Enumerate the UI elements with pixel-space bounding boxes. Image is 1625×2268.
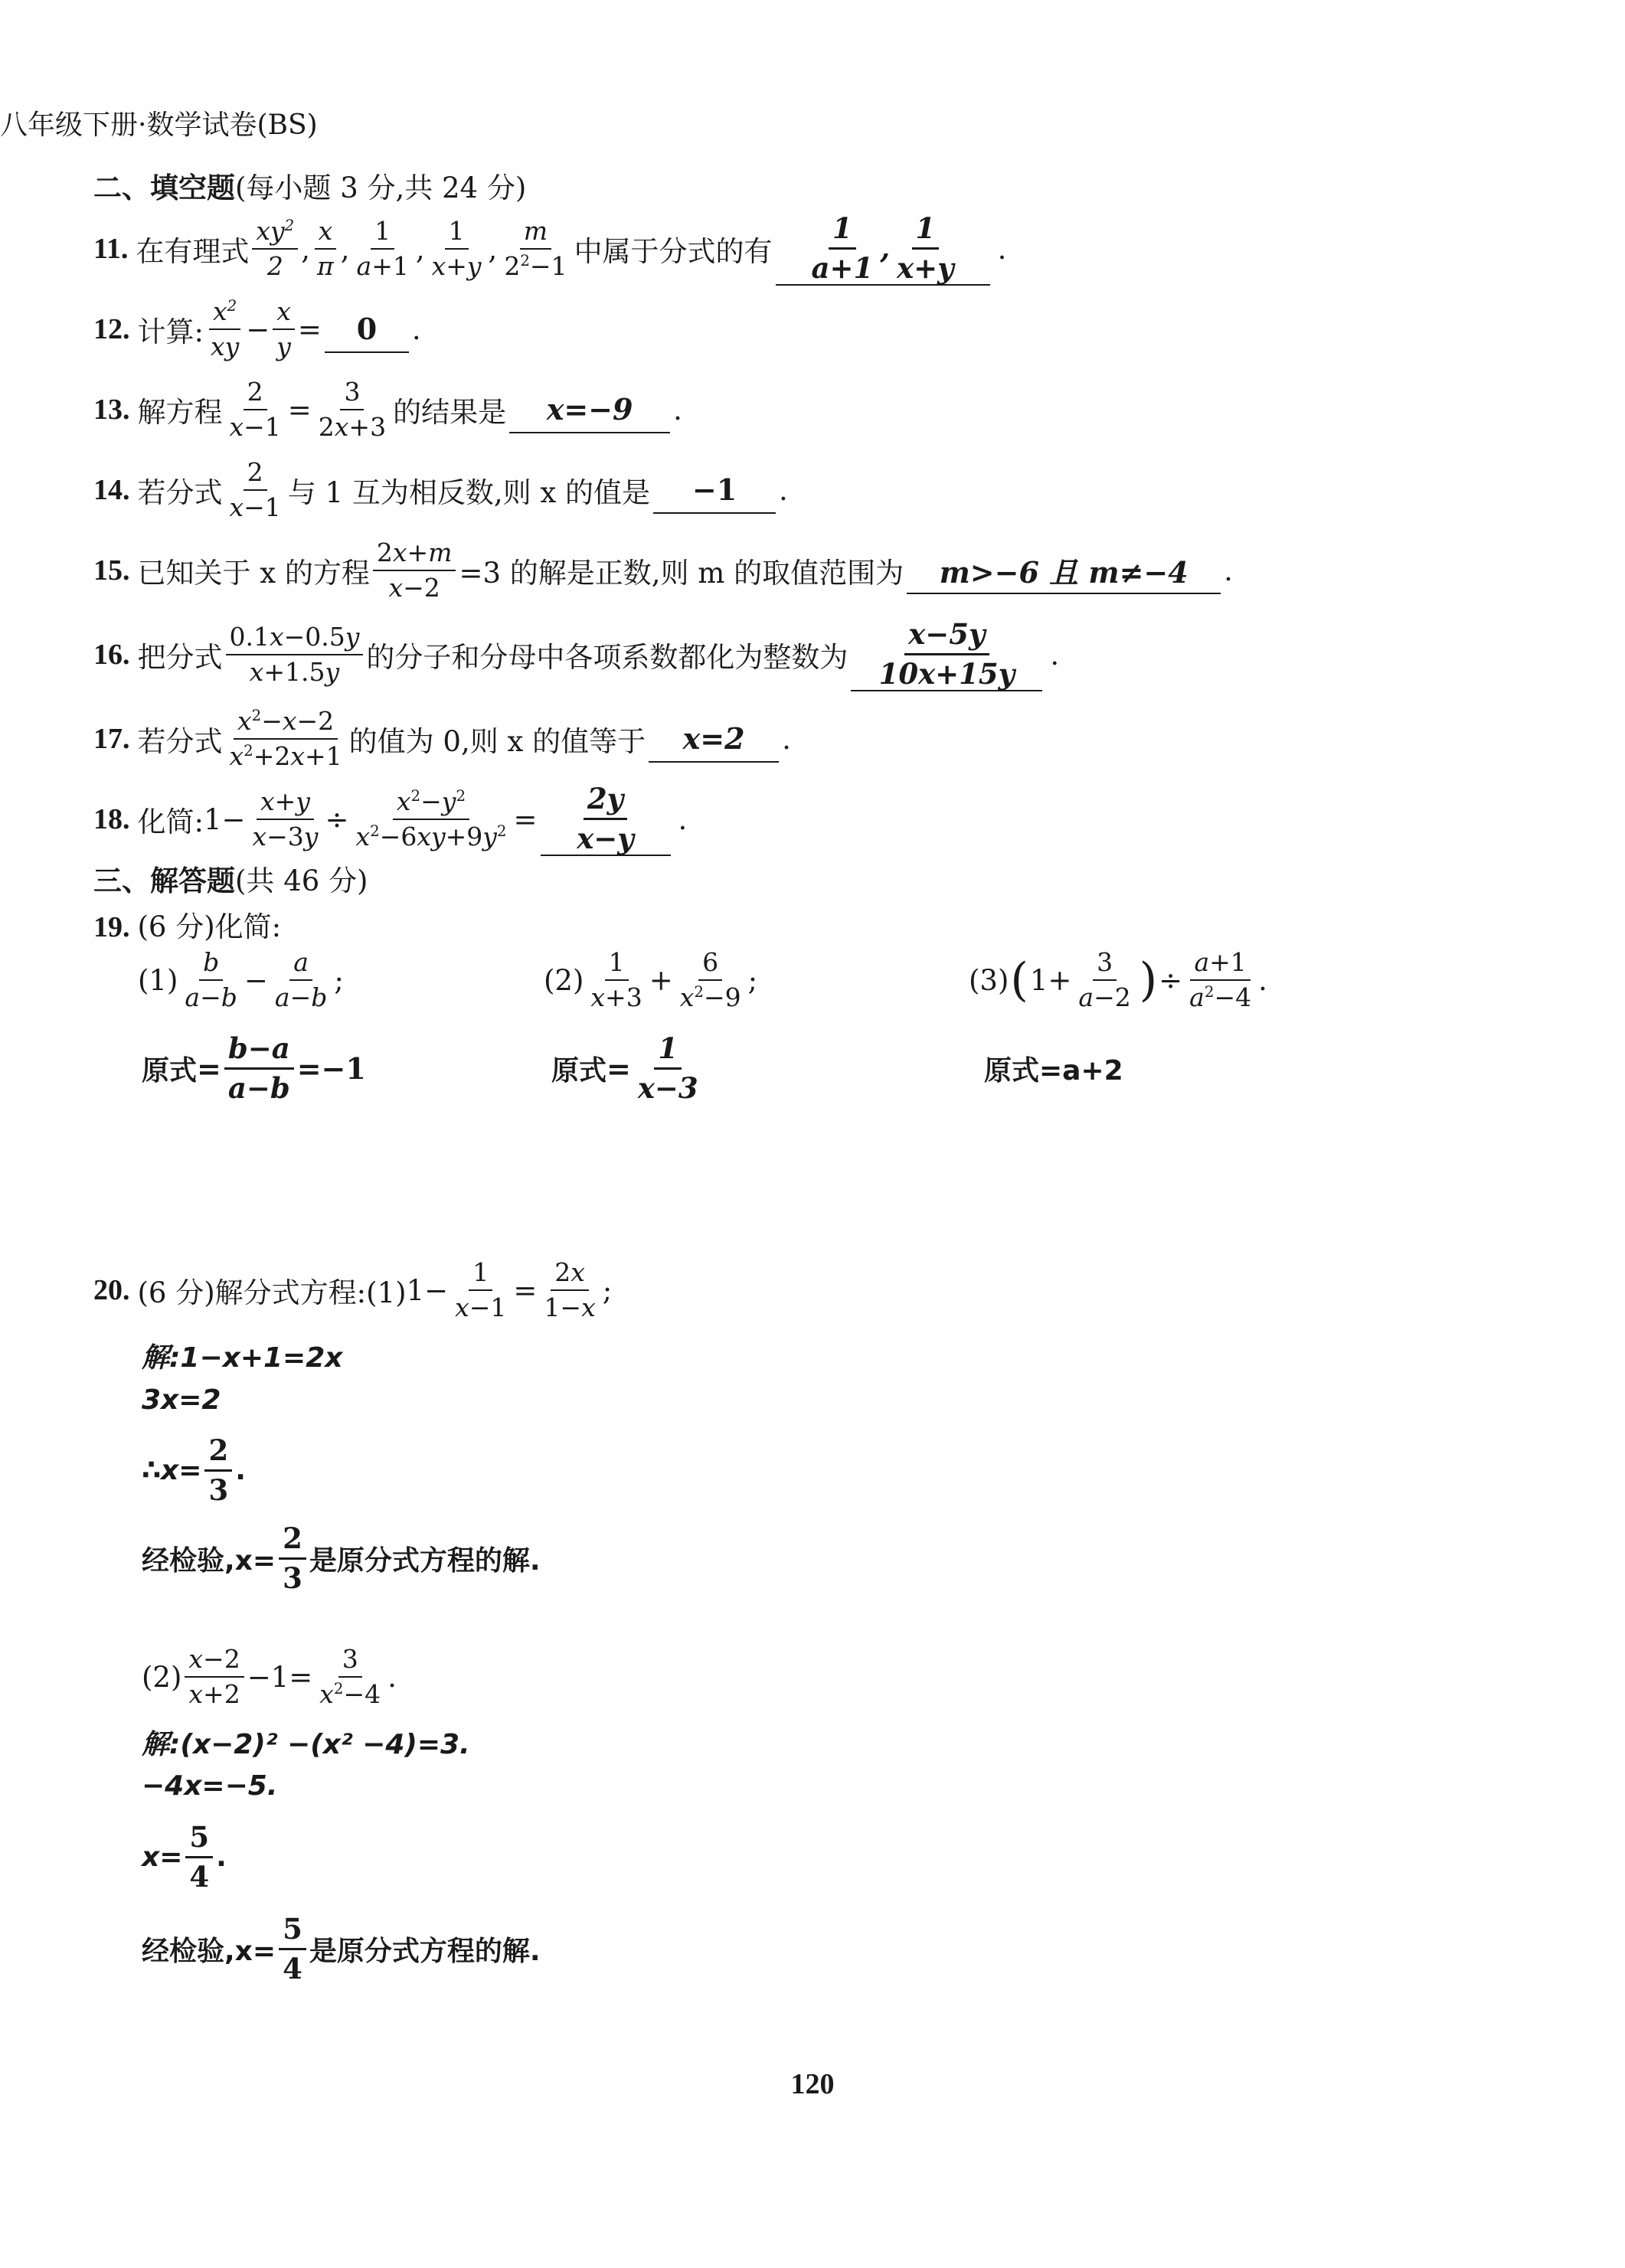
question-text: 在有理式: [136, 235, 250, 268]
section-3-title: 三、解答题: [93, 864, 235, 897]
solution-text: 是原分式方程的解.: [309, 1544, 541, 1577]
separator: ,: [301, 232, 311, 266]
question-11: [93, 203, 1006, 295]
section-3-note: (共 46 分): [235, 864, 368, 897]
solution-text: ∴x=: [142, 1454, 202, 1486]
fraction: $\frac{x}{y}$: [273, 297, 295, 361]
question-15: [93, 525, 1233, 616]
fraction: $\frac{x-2}{x+2}$: [185, 1645, 244, 1709]
question-end: .: [997, 232, 1007, 266]
answer-text: =−1: [296, 1051, 366, 1086]
question-number: 11.: [93, 233, 129, 265]
question-20: 20. (6 分)解分式方程:(1) 1− $\frac{1}{x-1}$ = $\frac{2x}{1-x}$ ;: [93, 1257, 613, 1322]
question-text: (6 分)解分式方程:(1): [137, 1276, 407, 1309]
question-text: 若分式: [137, 476, 223, 509]
question-20-part-2: (2) $\frac{x-2}{x+2}$ −1= $\frac{3}{x^2-4}$ .: [142, 1644, 397, 1709]
section-3-heading: [93, 858, 368, 899]
question-text: 化简:: [137, 806, 204, 838]
answer-fraction: $\frac{5}{4}$: [279, 1913, 306, 1985]
answer-fraction: $\frac{1}{x+y}$: [897, 211, 954, 285]
answer-text: 原式: [551, 1054, 607, 1087]
separator: ,: [488, 232, 498, 266]
answer-fraction: $\frac{x-5y}{10x+15y}$: [878, 616, 1015, 691]
fraction: $\frac{1}{x-1}$: [455, 1257, 507, 1322]
section-2-heading: [93, 165, 526, 206]
question-19-part-3: (3) ( 1+ $\frac{3}{a-2}$ ) ÷ $\frac{a+1}{a^2-4}$ .: [969, 947, 1267, 1012]
fraction: $\frac{2x+m}{x-2}$: [373, 538, 456, 603]
question-number: 13.: [93, 394, 130, 426]
question-19-answer-3: [984, 1022, 1123, 1114]
solution-text: x=: [142, 1841, 183, 1873]
fraction: $\frac{x^2-x-2}{x^2+2x+1}$: [229, 706, 342, 771]
question-text: 中属于分式的有: [574, 235, 773, 268]
answer-fraction: $\frac{2}{3}$: [279, 1522, 306, 1594]
fraction: $\frac{3}{2x+3}$: [318, 377, 387, 442]
question-end: .: [1050, 638, 1060, 672]
question-text: 解方程: [137, 396, 223, 429]
separator: ,: [340, 232, 350, 266]
separator: ,: [415, 232, 425, 266]
answer-fraction: $\frac{1}{a+1}$: [811, 211, 874, 285]
question-14: [93, 444, 788, 536]
question-17: [93, 693, 791, 785]
question-end: .: [779, 473, 788, 507]
fraction: $\frac{2}{x-1}$: [229, 377, 281, 442]
section-2-title: 二、填空题: [93, 171, 235, 204]
part-label: (3): [969, 963, 1009, 997]
fraction: $\frac{x^2-y^2}{x^2-6xy+9y^2}$: [355, 786, 507, 851]
question-text: 的分子和分母中各项系数都化为整数为: [366, 641, 848, 674]
question-19-part-1: (1) $\frac{b}{a-b}$ − $\frac{a}{a-b}$ ;: [138, 947, 344, 1012]
solution-text: 是原分式方程的解.: [309, 1935, 541, 1967]
fraction: $\frac{3}{x^2-4}$: [319, 1644, 381, 1709]
answer-blank: x=2: [649, 715, 779, 763]
fraction: $\frac{a+1}{a^2-4}$: [1189, 947, 1252, 1012]
question-text: 若分式: [137, 725, 223, 758]
question-16: [93, 609, 1059, 701]
question-text: 已知关于 x 的方程: [137, 557, 370, 590]
solution-check-2: [142, 1903, 541, 1995]
solution-line: 解:1−x+1=2x: [142, 1342, 343, 1374]
question-end: .: [411, 312, 421, 346]
answer-blank: −1: [653, 466, 776, 514]
solution-check-1: [142, 1512, 541, 1604]
fraction: $\frac{x}{\pi}$: [313, 217, 338, 281]
page-number: 120: [790, 2068, 835, 2100]
question-text: 的结果是: [393, 396, 507, 429]
question-19-answer-2: 原式 = $\frac{1}{x-3}$: [551, 1022, 705, 1114]
answer-fraction: $\frac{2}{3}$: [204, 1434, 232, 1506]
fraction: $\frac{1}{x+y}$: [431, 216, 482, 281]
question-number: 16.: [93, 639, 130, 671]
question-number: 18.: [93, 803, 130, 835]
part-label: (2): [544, 963, 584, 997]
question-end: .: [678, 802, 688, 836]
fraction: $\frac{a}{a-b}$: [274, 947, 328, 1012]
fraction: $\frac{1}{a+1}$: [356, 216, 409, 281]
solution-text: 经检验,x=: [142, 1935, 276, 1967]
page-header: 八年级下册·数学试卷(BS): [0, 109, 318, 141]
solution-text: 经检验,x=: [142, 1544, 276, 1577]
fraction: $\frac{6}{x^2-9}$: [679, 947, 741, 1012]
question-18: 18. 化简: 1− $\frac{x+y}{x-3y}$ ÷ $\frac{x^2-y^2}{x^2-6xy+9y^2}$ = $\frac{2y}{x-y}$ .: [93, 781, 688, 855]
fraction: $\frac{x^2}{xy}$: [210, 296, 240, 361]
question-text: 与 1 互为相反数,则 x 的值是: [287, 476, 650, 509]
question-end: .: [782, 722, 791, 756]
fraction: $\frac{0.1x-0.5y}{x+1.5y}$: [226, 623, 364, 687]
answer-text: 原式=a+2: [984, 1054, 1123, 1087]
question-19-answer-1: 原式 = $\frac{b-a}{a-b}$ =−1: [142, 1031, 366, 1105]
part-label: (1): [138, 963, 178, 997]
solution-line: 3x=2: [142, 1384, 221, 1416]
answer-blank: m>−6 且 m≠−4: [907, 547, 1221, 594]
fraction: $\frac{m}{2^2-1}$: [504, 216, 567, 281]
question-19-part-2: (2) $\frac{1}{x+3}$ + $\frac{6}{x^2-9}$ ;: [544, 947, 758, 1012]
question-number: 20.: [93, 1274, 130, 1306]
solution-line-therefore: ∴x= $\frac{2}{3}$ .: [142, 1433, 246, 1507]
question-end: .: [1224, 554, 1233, 587]
fraction: $\frac{2}{x-1}$: [229, 457, 281, 522]
question-12: 12. 计算: $\frac{x^2}{xy}$ − $\frac{x}{y}$ = 0 .: [93, 296, 421, 361]
question-end: .: [673, 393, 682, 426]
question-text: (6 分)化简:: [137, 910, 282, 943]
question-13: 13. 解方程 $\frac{2}{x-1}$ = $\frac{3}{2x+3}$ 的结果是 x=−9 .: [93, 377, 682, 442]
question-text: 计算:: [137, 315, 204, 348]
fraction: $\frac{1}{x+3}$: [590, 947, 642, 1012]
solution-line-x: x= $\frac{5}{4}$ .: [142, 1819, 227, 1894]
fraction: $\frac{b}{a-b}$: [185, 947, 237, 1012]
solution-line: 解:(x−2)² −(x² −4)=3.: [142, 1729, 470, 1760]
fraction: $\frac{3}{a-2}$: [1078, 947, 1131, 1012]
question-number: 12.: [93, 313, 130, 345]
answer-blank: x=−9: [509, 386, 670, 433]
part-label: (2): [142, 1660, 182, 1694]
answer-fraction: $\frac{2y}{x-y}$: [577, 781, 634, 855]
answer-blank: $\frac{1}{a+1}$ , $\frac{1}{x+y}$: [776, 212, 990, 286]
question-number: 19.: [93, 911, 130, 943]
solution-line: −4x=−5.: [142, 1770, 278, 1802]
question-number: 14.: [93, 474, 130, 506]
answer-fraction: $\frac{1}{x-3}$: [637, 1031, 698, 1105]
answer-fraction: $\frac{b-a}{a-b}$: [224, 1032, 294, 1104]
fraction: $\frac{2x}{1-x}$: [544, 1257, 596, 1322]
answer-blank: 0: [325, 306, 409, 353]
answer-blank: [851, 618, 1042, 691]
question-number: 17.: [93, 723, 130, 755]
answer-text: 原式: [142, 1054, 198, 1087]
question-text: 把分式: [137, 641, 223, 674]
answer-blank: [541, 783, 671, 856]
question-number: 15.: [93, 554, 130, 587]
question-text: 的值为 0,则 x 的值等于: [348, 725, 646, 758]
section-2-note: (每小题 3 分,共 24 分): [235, 172, 527, 204]
fraction: $\frac{xy^2}{2}$: [252, 217, 298, 281]
fraction: $\frac{x+y}{x-3y}$: [252, 786, 319, 851]
question-text: =3 的解是正数,则 m 的取值范围为: [459, 557, 904, 590]
answer-fraction: $\frac{5}{4}$: [185, 1821, 213, 1893]
